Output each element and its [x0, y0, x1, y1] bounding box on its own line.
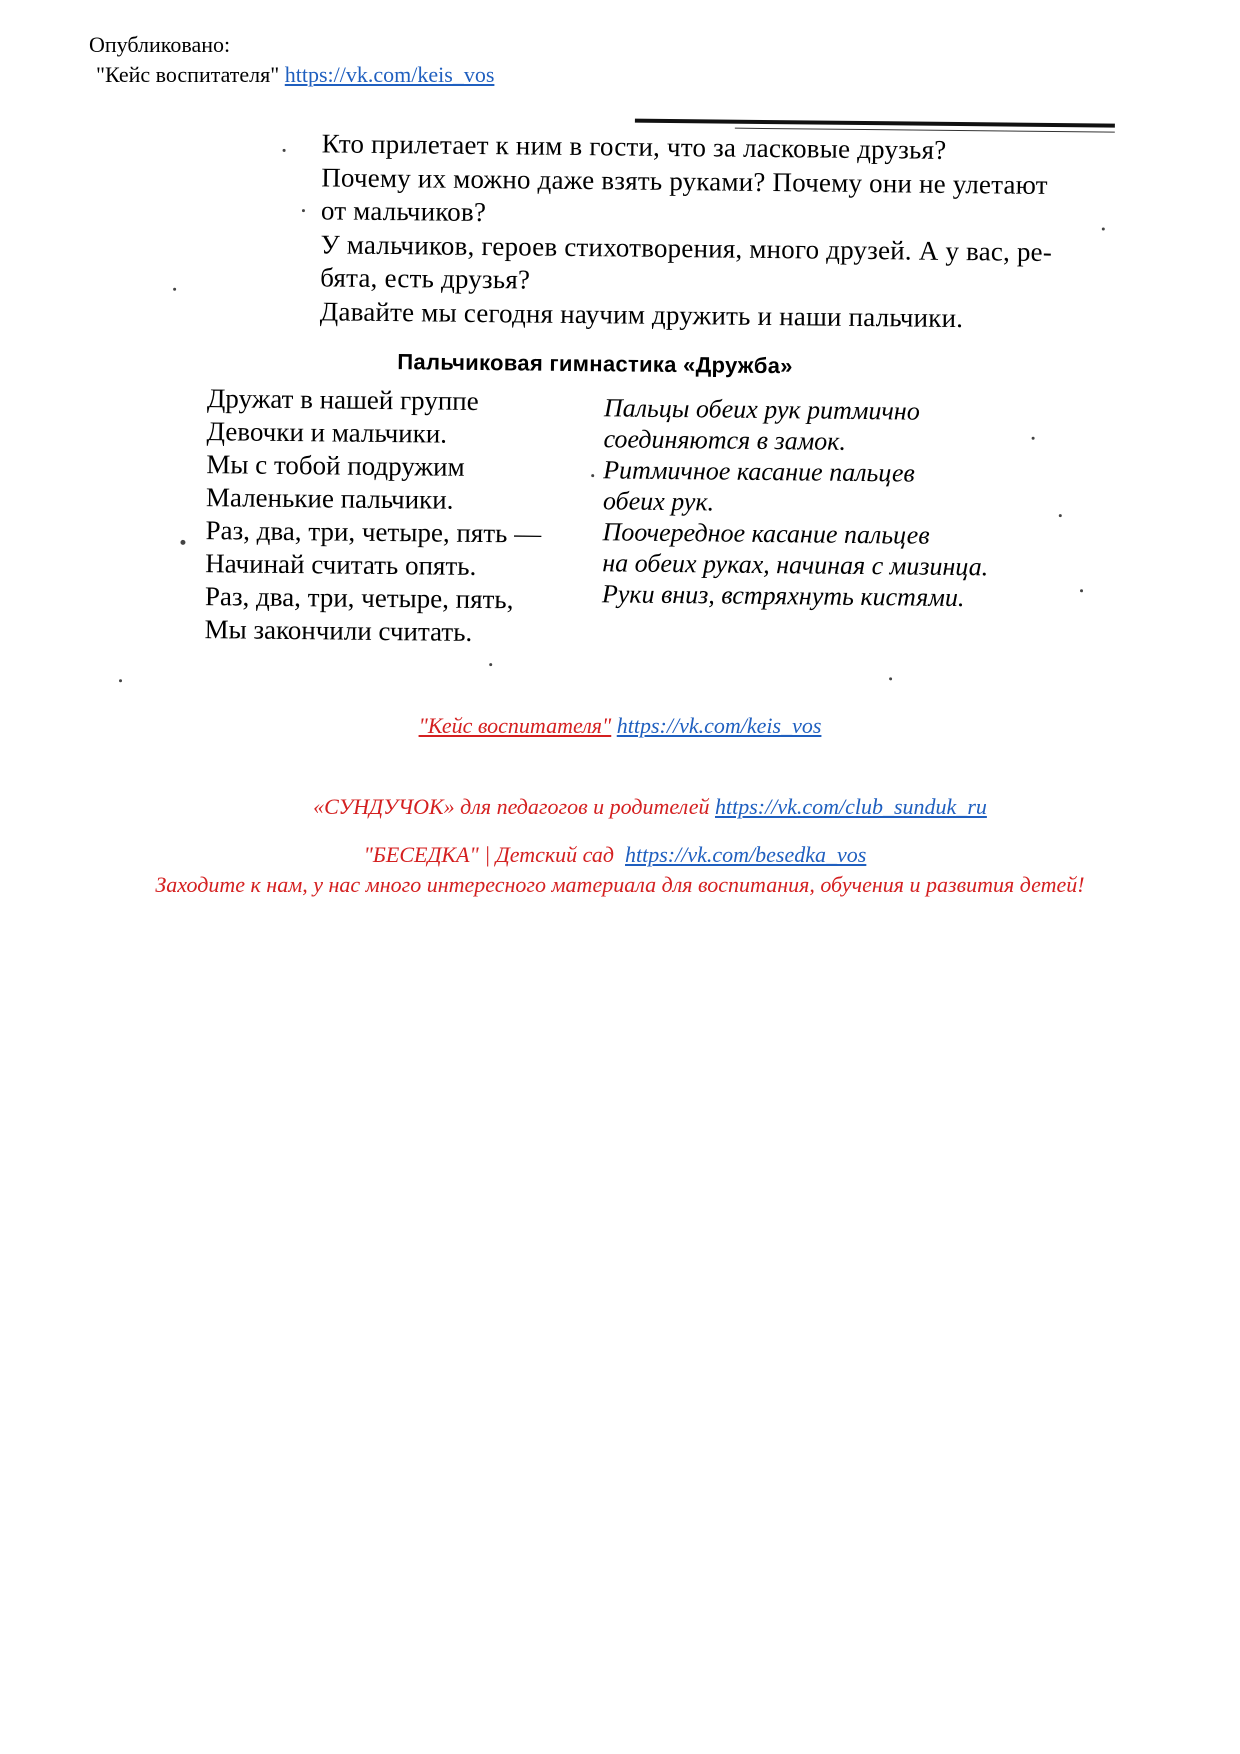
scan-speck [283, 149, 286, 152]
scan-speck [173, 288, 176, 291]
action-line: соединяются в замок. [603, 424, 847, 456]
scan-speck [119, 679, 122, 682]
action-line: Поочередное касание пальцев [602, 517, 930, 550]
verse-line: Дружат в нашей группе [206, 383, 479, 416]
footer-line-sunduk [30, 793, 1240, 821]
scan-speck [489, 663, 492, 666]
scan-speck [180, 540, 185, 545]
scan-speck [889, 677, 892, 680]
verse-line: Раз, два, три, четыре, пять — [205, 515, 542, 549]
action-line: Ритмичное касание пальцев [603, 455, 915, 488]
source-link[interactable]: https://vk.com/keis_vos [284, 62, 495, 87]
verse-line: Начинай считать опять. [205, 548, 477, 581]
scan-speck [1080, 589, 1083, 592]
footer-line-besedka [0, 841, 1235, 869]
source-name: "Кейс воспитателя" [96, 62, 280, 87]
besedka-name: "БЕСЕДКА" | Детский сад [363, 842, 615, 867]
source-line [89, 60, 494, 90]
action-line: обеих рук. [602, 486, 715, 517]
verse-line: Девочки и мальчики. [206, 416, 448, 449]
action-line: на обеих руках, начиная с мизинца. [602, 548, 989, 582]
scan-top-rule [635, 119, 1115, 128]
actions-column [602, 392, 990, 613]
verse-line: Раз, два, три, четыре, пять, [204, 581, 514, 615]
scan-speck [1102, 228, 1105, 231]
publication-header [89, 30, 494, 90]
action-line: Пальцы обеих рук ритмично [603, 393, 920, 426]
keis-url-link[interactable]: https://vk.com/keis_vos [616, 713, 822, 738]
scan-speck [302, 209, 305, 212]
gymnastics-title: Пальчиковая гимнастика «Дружба» [397, 349, 793, 379]
scan-speck [1032, 437, 1035, 440]
intro-text [320, 127, 1122, 336]
sunduk-url-link[interactable]: https://vk.com/club_sunduk_ru [714, 794, 987, 819]
scan-speck [591, 474, 594, 477]
intro-line: Давайте мы сегодня научим дружить и наши пальчики. [319, 295, 964, 333]
intro-line: бята, есть друзья? [320, 262, 531, 295]
besedka-url-link[interactable]: https://vk.com/besedka_vos [625, 842, 867, 867]
footer-line-keis [0, 712, 1240, 740]
action-line: Руки вниз, встряхнуть кистями. [601, 579, 965, 613]
keis-name-link[interactable]: "Кейс воспитателя" [418, 713, 612, 738]
intro-line: Кто прилетает к ним в гости, что за ласковые друзья? [321, 128, 947, 165]
intro-line: У мальчиков, героев стихотворения, много друзей. А у вас, ре- [320, 228, 1053, 267]
scanned-page [189, 110, 1125, 700]
verse-line: Мы с тобой подружим [206, 449, 465, 482]
invite-text: Заходите к нам, у нас много интересного материала для воспитания, обучения и развития детей! [155, 872, 1085, 897]
verse-line: Мы закончили считать. [204, 614, 473, 647]
sunduk-name: «СУНДУЧОК» для педагогов и родителей [313, 794, 710, 819]
intro-line: Почему их можно даже взять руками? Почему они не улетают [321, 161, 1048, 200]
intro-line: от мальчиков? [320, 195, 487, 228]
scan-speck [1059, 514, 1062, 517]
verse-column [204, 382, 542, 649]
published-label: Опубликовано: [89, 32, 231, 57]
verse-line: Маленькие пальчики. [205, 482, 454, 515]
